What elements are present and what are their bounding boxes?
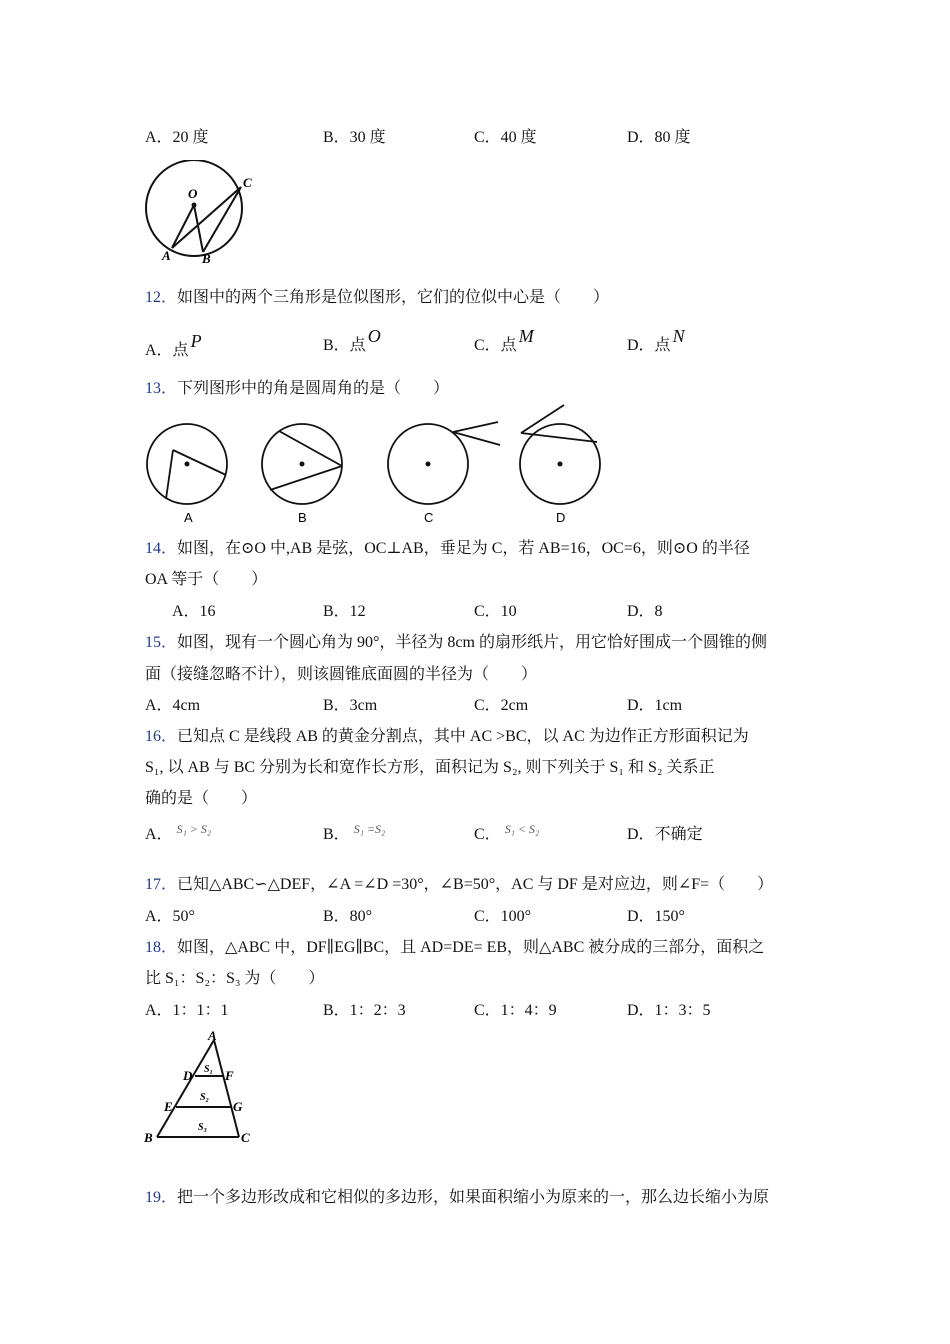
q17-text: 已知△ABC∽△DEF，∠A =∠D =30°，∠B=50°，AC 与 DF 是对应边，则∠F=（ ）: [177, 876, 774, 893]
q18-triangle-figure: [140, 1030, 270, 1150]
q13-caption-a: A: [184, 510, 193, 525]
q16-option-b: [323, 824, 385, 846]
q18-label-a: A: [208, 1030, 217, 1043]
q19-text: 把一个多边形改成和它相似的多边形，如果面积缩小为原来的一，那么边长缩小为原: [177, 1189, 770, 1206]
q18-option-b: B．1：2：3: [323, 1002, 406, 1019]
q11-label-b: B: [202, 251, 211, 266]
q12-option-b-symbol: O: [367, 326, 381, 346]
q15-question-line2: 面（接缝忽略不计），则该圆锥底面圆的半径为（ ）: [145, 666, 538, 683]
q15-question-line1: [145, 632, 767, 654]
q14-option-c: C．10: [474, 603, 517, 620]
q12-option-c-prefix: C．点: [474, 337, 517, 354]
q18-label-b: B: [144, 1130, 153, 1145]
q14-option-a: A．16: [172, 603, 216, 620]
q16-number: 16．: [145, 728, 178, 745]
q14-option-b: B．12: [323, 603, 366, 620]
q18-label-s1: S₁: [204, 1064, 214, 1075]
q11-label-o: O: [188, 186, 198, 201]
q16-option-b-math: S₁ =S₂: [353, 822, 386, 836]
q13-figure-b: [262, 424, 342, 525]
q19-number: 19．: [145, 1189, 178, 1206]
q18-label-s2: S₂: [200, 1092, 210, 1103]
q15-option-b: B．3cm: [323, 697, 378, 714]
q12-option-a-prefix: A．点: [145, 342, 189, 359]
q16-option-c-math: S₁ < S₂: [504, 822, 540, 836]
q13-caption-d: D: [556, 510, 566, 525]
q14-question-line2: OA 等于（ ）: [145, 571, 268, 588]
q13-question: [145, 378, 449, 400]
q13-figures: [140, 400, 620, 530]
q12-option-a: [145, 331, 202, 362]
q13-text: 下列图形中的角是圆周角的是（ ）: [177, 380, 450, 397]
q18-option-a: A．1：1：1: [145, 1002, 229, 1019]
q12-option-d-prefix: D．点: [627, 337, 671, 354]
q12-text: 如图中的两个三角形是位似图形，它们的位似中心是（ ）: [177, 289, 610, 306]
q18-label-g: G: [233, 1099, 243, 1114]
q16-option-d: [627, 824, 703, 846]
q16-text-1: 已知点 C 是线段 AB 的黄金分割点，其中 AC >BC，以 AC 为边作正方形面积记为: [177, 728, 749, 745]
q12-option-b: [323, 326, 381, 357]
q18-question-line1: [145, 937, 764, 959]
q11-option-c: C．40 度: [474, 129, 537, 146]
q18-label-c: C: [241, 1130, 250, 1145]
q11-circle-figure: [140, 160, 260, 270]
q15-option-a: A．4cm: [145, 697, 201, 714]
q18-text-1: 如图，△ABC 中，DF∥EG∥BC，且 AD=DE= EB，则△ABC 被分成的三部分，面积之: [177, 939, 765, 956]
q14-option-d: D．8: [627, 603, 663, 620]
q15-text-1: 如图，现有一个圆心角为 90°，半径为 8cm 的扇形纸片，用它恰好围成一个圆锥的侧: [177, 634, 767, 651]
q16-option-a-prefix: A．: [145, 826, 173, 843]
q18-label-f: F: [225, 1068, 234, 1083]
q12-question: [145, 287, 609, 309]
q14-text-1: 如图，在⊙O 中,AB 是弦，OC⊥AB，垂足为 C，若 AB=16，OC=6，则⊙O 的半径: [177, 540, 750, 557]
q12-option-c-symbol: M: [518, 326, 534, 346]
q13-figure-c: [388, 422, 500, 525]
q11-option-b: B．30 度: [323, 129, 386, 146]
q12-number: 12．: [145, 289, 178, 306]
q16-option-a-math: S₁ > S₂: [176, 822, 212, 836]
q11-label-c: C: [243, 175, 252, 190]
q16-option-d-text: 不确定: [654, 826, 703, 843]
q16-option-d-prefix: D．: [627, 826, 655, 843]
q11-option-d: D．80 度: [627, 129, 691, 146]
q13-caption-c: C: [424, 510, 434, 525]
q13-number: 13．: [145, 380, 178, 397]
q19-question: [145, 1187, 769, 1209]
q17-number: 17．: [145, 876, 178, 893]
q17-option-b: B．80°: [323, 908, 373, 925]
q16-option-b-prefix: B．: [323, 826, 350, 843]
q13-figure-d: [520, 405, 600, 525]
q16-question-line2: S₁, 以 AB 与 BC 分别为长和宽作长方形，面积记为 S₂, 则下列关于 S₁ 和 S₂ 关系正: [145, 759, 715, 776]
q14-number: 14．: [145, 540, 178, 557]
q13-figure-a: [147, 424, 227, 525]
q12-option-b-prefix: B．点: [323, 337, 366, 354]
q17-option-c: C．100°: [474, 908, 532, 925]
q18-label-e: E: [164, 1099, 173, 1114]
q11-option-a: A．20 度: [145, 129, 209, 146]
q17-option-a: A．50°: [145, 908, 195, 925]
q12-option-d: [627, 326, 685, 357]
q18-question-line2: 比 S₁：S₂：S₃ 为（ ）: [145, 970, 325, 987]
q14-question-line1: [145, 538, 750, 560]
q16-question-line3: 确的是（ ）: [145, 790, 258, 807]
q18-label-d: D: [183, 1068, 193, 1083]
q18-number: 18．: [145, 939, 178, 956]
q18-label-s3: S₃: [198, 1122, 208, 1133]
q17-question: [145, 874, 773, 896]
q16-option-c-prefix: C．: [474, 826, 501, 843]
q11-label-a: A: [162, 248, 171, 263]
q13-caption-b: B: [298, 510, 307, 525]
q12-option-c: [474, 326, 534, 357]
q16-option-a: [145, 824, 211, 846]
q12-option-a-symbol: P: [190, 331, 202, 351]
q15-option-c: C．2cm: [474, 697, 529, 714]
q18-option-d: D．1：3：5: [627, 1002, 711, 1019]
q15-option-d: D．1cm: [627, 697, 683, 714]
q17-option-d: D．150°: [627, 908, 685, 925]
q16-option-c: [474, 824, 539, 846]
q18-option-c: C．1：4：9: [474, 1002, 557, 1019]
q16-question-line1: [145, 726, 749, 748]
q12-option-d-symbol: N: [672, 326, 685, 346]
q15-number: 15．: [145, 634, 178, 651]
